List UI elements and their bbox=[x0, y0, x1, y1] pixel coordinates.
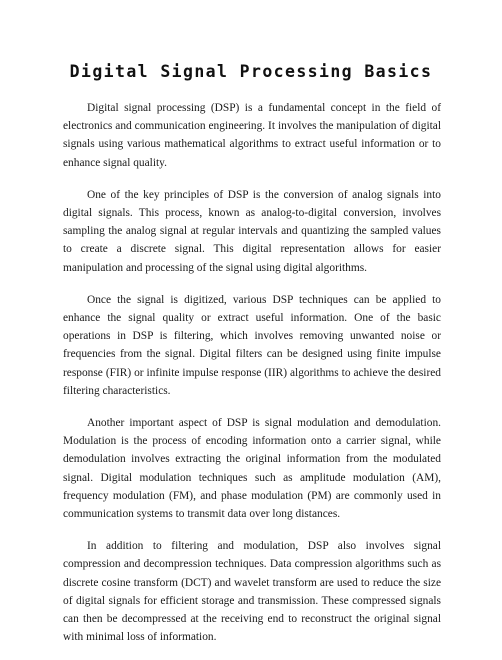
paragraph-intro: Digital signal processing (DSP) is a fundamental concept in the field of electronics and communication engineering. It involves the manipulation of digital signals using various mathematical algorithms to extract useful information or to enhance signal quality. bbox=[63, 102, 441, 169]
paragraph-adc: One of the key principles of DSP is the conversion of analog signals into digital signals. This process, known as analog-to-digital conversion, involves sampling the analog signal at regular intervals and quantizing the sampled values to create a discrete signal. This digital representation allows for easier manipulation and processing of the signal using digital algorithms. bbox=[63, 188, 441, 274]
paragraph-filtering: Once the signal is digitized, various DSP techniques can be applied to enhance the signal quality or extract useful information. One of the basic operations in DSP is filtering, which involves removing unwanted noise or frequencies from the signal. Digital filters can be designed using finite impulse response (FIR) or infinite impulse response (IIR) algorithms to achieve the desired filtering characteristics. bbox=[63, 293, 441, 397]
document-body bbox=[63, 99, 441, 660]
paragraph-modulation: Another important aspect of DSP is signal modulation and demodulation. Modulation is the process of encoding information onto a carrier signal, while demodulation involves extracting the original information from the modulated signal. Digital modulation techniques such as amplitude modulation (AM), frequency modulation (FM), and phase modulation (PM) are commonly used in communication systems to transmit data over long distances. bbox=[63, 417, 441, 521]
paragraph-compression: In addition to filtering and modulation, DSP also involves signal compression and decompression techniques. Data compression algorithms such as discrete cosine transform (DCT) and wavelet transform are used to reduce the size of digital signals for efficient storage and transmission. These compressed signals can then be decompressed at the receiving end to reconstruct the original signal with minimal loss of information. bbox=[63, 540, 441, 644]
page-title: Digital Signal Processing Basics bbox=[69, 62, 433, 81]
